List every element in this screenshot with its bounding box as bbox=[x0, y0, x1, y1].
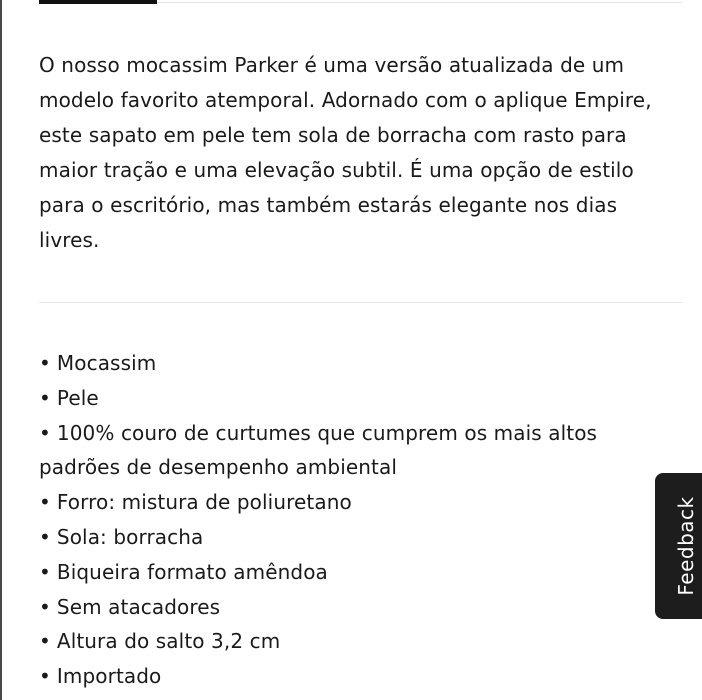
feature-text: Mocassim bbox=[56, 351, 157, 375]
feature-text: Pele bbox=[56, 385, 99, 410]
list-item bbox=[39, 485, 639, 520]
feature-text: Importado bbox=[56, 664, 162, 689]
bullet: • bbox=[39, 351, 51, 375]
list-item bbox=[39, 659, 639, 694]
bullet: • bbox=[39, 664, 51, 689]
feature-text: Forro: mistura de poliuretano bbox=[56, 490, 352, 515]
feature-text: Biqueira formato amêndoa bbox=[56, 559, 328, 584]
product-features-list bbox=[39, 346, 639, 694]
feature-text: Altura do salto 3,2 cm bbox=[56, 629, 281, 654]
feature-text: Sola: borracha bbox=[56, 524, 204, 549]
bullet: • bbox=[39, 559, 51, 584]
list-item bbox=[39, 590, 639, 625]
bullet: • bbox=[39, 385, 51, 410]
section-divider bbox=[39, 302, 682, 303]
list-item bbox=[39, 346, 639, 381]
bullet: • bbox=[39, 490, 51, 515]
bullet: • bbox=[39, 594, 51, 619]
product-description: O nosso mocassim Parker é uma versão atualizada de um modelo favorito atemporal. Adornado com o aplique Empire, este sapato em pele tem sola de borracha com rasto para maior tração e uma elevação subtil. É uma opção de estilo para o escritório, mas também estarás elegante nos dias livres. bbox=[39, 53, 652, 252]
tab-active-indicator[interactable] bbox=[39, 0, 157, 4]
bullet: • bbox=[39, 420, 51, 445]
bullet: • bbox=[39, 629, 51, 654]
list-item bbox=[39, 624, 639, 659]
feature-text: 100% couro de curtumes que cumprem os mais altos padrões de desempenho ambiental bbox=[39, 420, 598, 480]
window-left-border bbox=[0, 0, 2, 700]
feature-text: Sem atacadores bbox=[56, 594, 221, 619]
feedback-label[interactable]: Feedback bbox=[674, 496, 698, 596]
list-item bbox=[39, 555, 639, 590]
list-item bbox=[39, 381, 639, 416]
list-item bbox=[39, 416, 639, 486]
bullet: • bbox=[39, 524, 51, 549]
list-item bbox=[39, 520, 639, 555]
